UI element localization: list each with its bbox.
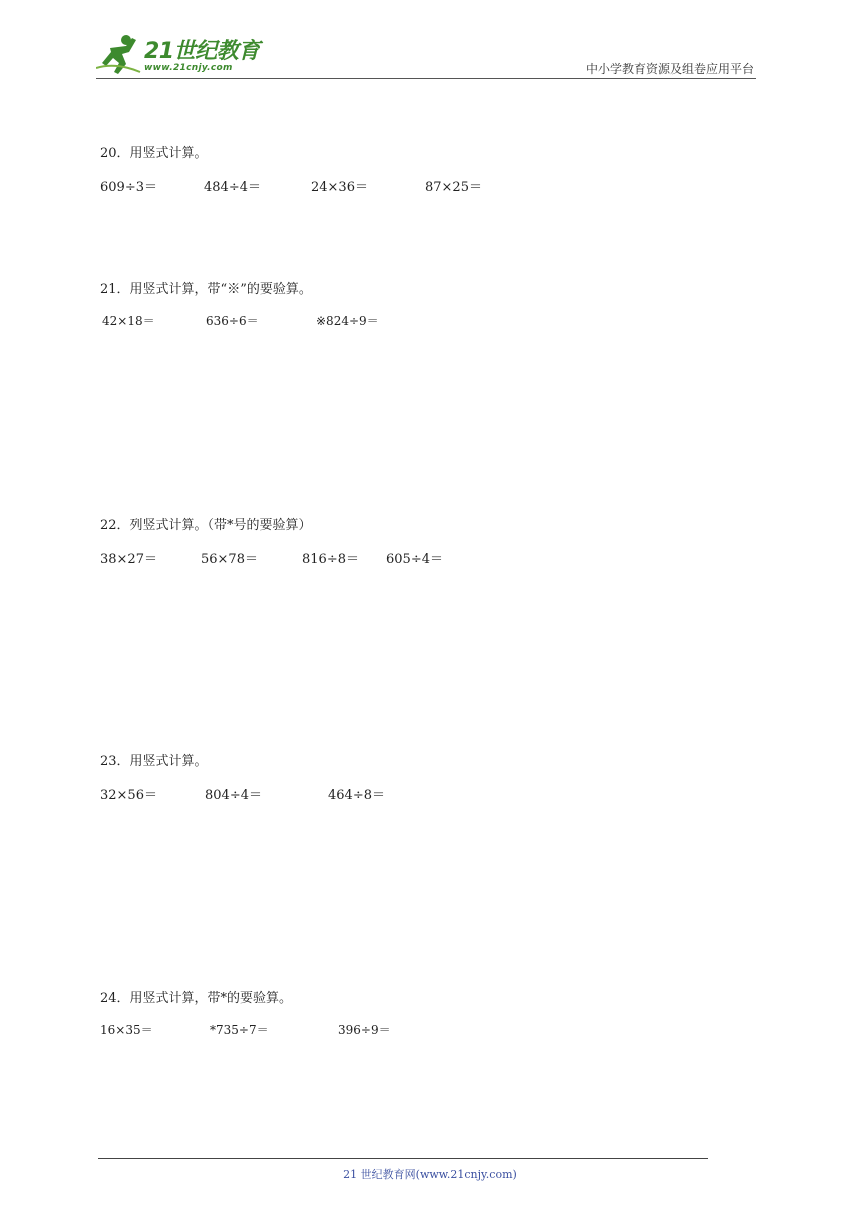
question-20-item-3: 24×36＝: [311, 180, 368, 195]
question-20-title: 20．用竖式计算。: [100, 146, 208, 161]
question-22-item-2: 56×78＝: [201, 552, 258, 567]
question-23-item-2: 804÷4＝: [205, 788, 262, 803]
question-21-item-3: ※824÷9＝: [316, 314, 379, 328]
question-21-title: 21．用竖式计算，带“※”的要验算。: [100, 282, 312, 297]
question-21-item-2: 636÷6＝: [206, 314, 259, 328]
question-20-item-2: 484÷4＝: [204, 180, 261, 195]
question-24-item-2: *735÷7＝: [210, 1023, 269, 1037]
header-divider: [96, 78, 756, 79]
question-20-item-4: 87×25＝: [425, 180, 482, 195]
question-22-title: 22．列竖式计算。（带*号的要验算）: [100, 518, 312, 533]
question-24-item-3: 396÷9＝: [338, 1023, 391, 1037]
logo-url: www.21cnjy.com: [144, 63, 233, 73]
question-22-item-1: 38×27＝: [100, 552, 157, 567]
runner-icon: [96, 32, 142, 78]
question-22-item-3: 816÷8＝: [302, 552, 359, 567]
logo-text: 21世纪教育: [144, 39, 260, 64]
question-22-item-4: 605÷4＝: [386, 552, 443, 567]
footer-divider: [98, 1158, 708, 1159]
question-24-title: 24．用竖式计算，带*的要验算。: [100, 991, 293, 1006]
question-23-item-1: 32×56＝: [100, 788, 157, 803]
page-header: [0, 0, 860, 90]
footer-text: 21 世纪教育网(www.21cnjy.com): [343, 1168, 517, 1181]
question-21-item-1: 42×18＝: [102, 314, 155, 328]
question-23-title: 23．用竖式计算。: [100, 754, 208, 769]
logo: [96, 30, 266, 80]
platform-name: 中小学教育资源及组卷应用平台: [585, 62, 754, 76]
question-24-item-1: 16×35＝: [100, 1023, 153, 1037]
question-20-item-1: 609÷3＝: [100, 180, 157, 195]
question-23-item-3: 464÷8＝: [328, 788, 385, 803]
